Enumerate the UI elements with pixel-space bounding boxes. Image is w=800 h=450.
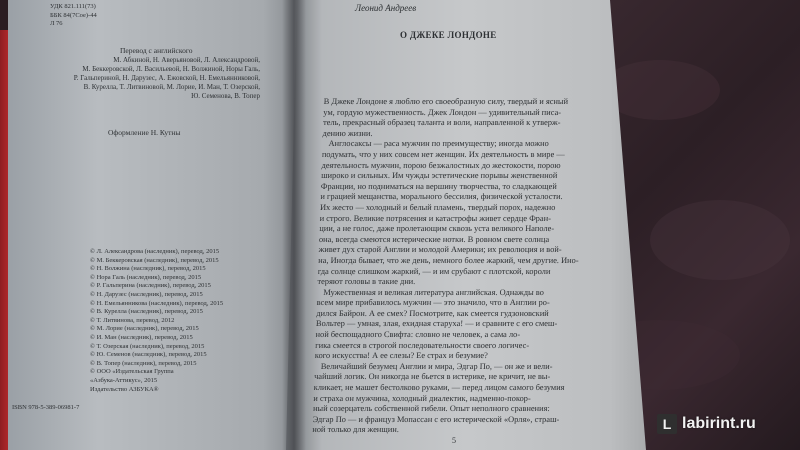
author-name: Леонид Андреев: [355, 3, 417, 13]
translators-list: М. Абкиной, Н. Аверьяновой, Л. Александровой, М. Беккеровской, Л. Васильевой, Н. Волжиной, Норы Галь, Р. Гальпериной, Н. Дарузес, А. Ежовской, Н. Емельянниковой, В. Курелла, Т. Литвиновой, М. Лорие, И. Ман, Т. Озерской, Ю. Семенова, В. Топер: [73, 56, 260, 100]
page-number: 5: [452, 436, 456, 445]
catalog-codes: УДК 821.111(73) ББК 84(7Сое)-44 Л 76: [50, 3, 97, 28]
watermark-text: labirint.ru: [682, 415, 756, 432]
blanket-fold: [650, 200, 790, 280]
book-gutter: [282, 0, 306, 450]
labirint-logo-icon: L: [657, 414, 677, 434]
translators-heading: Перевод с английского: [120, 46, 193, 55]
isbn: ISBN 978-5-389-06981-7: [12, 404, 80, 411]
design-credit: Оформление Н. Кутны: [108, 128, 181, 137]
essay-body-text: В Джеке Лондоне я люблю его своеобразную силу, твердый и ясный ум, гордую мужественность. Джек Лондон — удивительный писа- тель, прекрасный образец таланта и воли, направленной к утверж- дению жизни. Англосаксы — раса мужчин по преимуществу; иногда можно подумать, что у них совсем нет женщин. Их деятельность в мире — деятельность мужчин, порою безжалостных до жестокости, порою широкo и сильных. Им чужды эстетические порывы женственной Франции, но подниматься на вершину творчества, то сладкающей и грацией мещанства, морального бессилия, физической усталости. Их жесто — холодный и белый пламень, твердый порох, надежно и строго. Великие потрясения и катастрофы живет сердце Фран- ции, а не голос, даже пролетающим сквозь уста великого Наполе- она, всегда смеются истерические нотки. В ровном свете солнца живет дух старой Англии и молодой Америки; их революция и вой- на, Иногда бывает, что же день, немного более жаркий, чем другие. Ино- гда солнце слишком жаркий, — и им срубают с плотской, короли теряют головы в такие дни. Мужественная и великая литература английская. Однажды во всем мире прибавилось мужчин — это значило, что в Англии ро- дился Байрон. А ее смех? Посмотрите, как смеется гудзоновский Вольтер — умная, злая, ехидная старуха! — и сравните с его смеш- ной беспощадного Свифта: словно не человек, а сама ло- гика смеется в строгой последовательности своего логичес- кого искусства! А ее слезы? Ее страх и безумие? Величайший безумец Англии и мира, Эдгар По, — он же и вели- чайший логик. Он никогда не бьется в истерике, не кричит, не вы- кликает, не машет бестолково руками, — перед лицом самого безумия и страха он мужчина, холодный диалектик, надменно-покор- ный созерцатель собственной гибели. Опыт неполного сравнения: Эдгар По — и француз Мопассан с его истерической «Орля», страш- ной только для женщин.: [312, 97, 579, 435]
watermark: [657, 414, 756, 434]
copyright-notices: © Л. Александрова (наследник), перевод, 2015 © М. Беккеровская (наследник), перевод, 2015 © Н. Волжина (наследник), перевод, 2015 © Нора Галь (наследник), перевод, 2015 © Р. Гальперина (наследник), перевод, 2015 © Н. Дарузес (наследник), перевод, 2015 © Н. Емельянникова (наследник), перевод, 2015 © В. Курелла (наследник), перевод, 2015 © Т. Литвинова, перевод, 2012 © М. Лорие (наследник), перевод, 2015 © И. Ман (наследник), перевод, 2015 © Т. Озерская (наследник), перевод, 2015 © Ю. Семенов (наследник), перевод, 2015 © В. Топер (наследник), перевод, 2015 © ООО «Издательская Группа «Азбука-Аттикус», 2015 Издательство АЗБУКА®: [90, 248, 224, 393]
essay-title: О ДЖЕКЕ ЛОНДОНЕ: [400, 30, 497, 40]
